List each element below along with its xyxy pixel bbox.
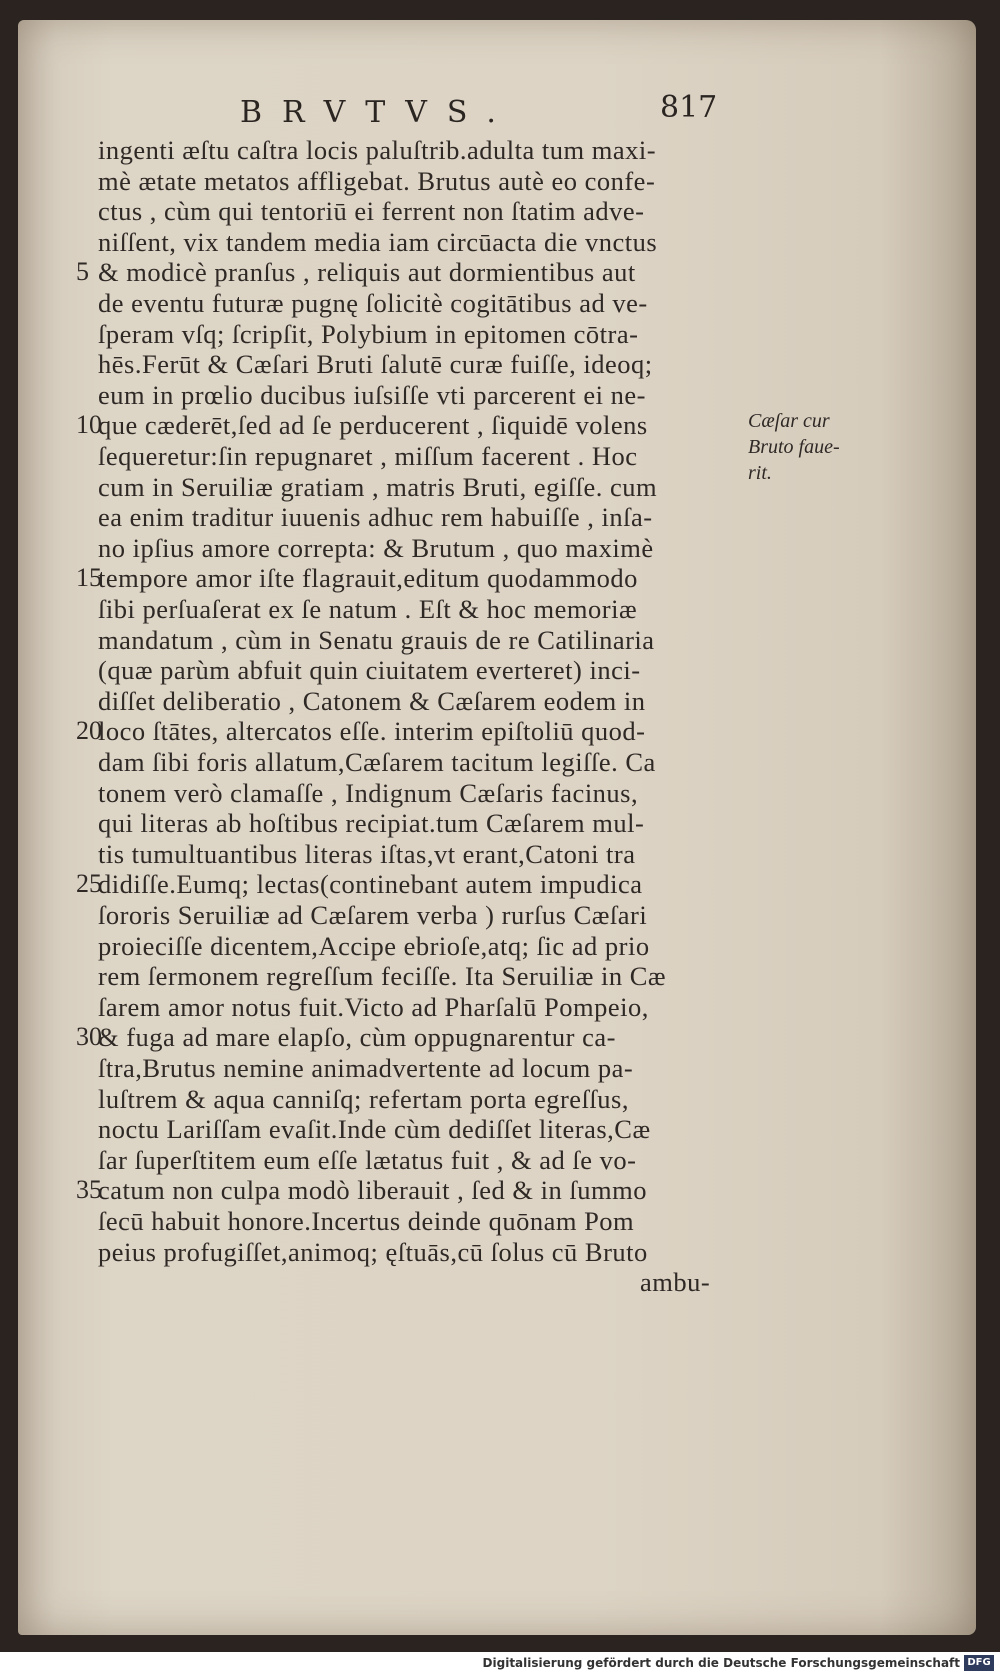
page-number: 817 (660, 90, 718, 125)
line-number: 10 (76, 410, 102, 440)
text-line: proieciſſe dicentem,Accipe ebrioſe,atq; ſic ad prio (98, 930, 650, 961)
text-line: (quæ parùm abfuit quin ciuitatem everteret) inci- (98, 655, 641, 686)
text-line: luſtrem & aqua canniſq; refertam porta egreſſus, (98, 1083, 629, 1114)
text-line: tis tumultuantibus literas iſtas,vt erant,Catoni tra (98, 838, 636, 869)
line-number: 20 (76, 716, 102, 746)
line-number: 25 (76, 869, 102, 899)
text-line: cum in Seruiliæ gratiam , matris Bruti, egiſſe. cum (98, 471, 658, 502)
line-number: 35 (76, 1175, 102, 1205)
text-line: hēs.Ferūt & Cæſari Bruti ſalutē curæ fuiſſe, ideoq; (98, 349, 653, 380)
text-line: catum non culpa modò liberauit , ſed & in ſummo (98, 1175, 647, 1206)
text-line: ſequeretur:ſin repugnaret , miſſum facerent . Hoc (98, 441, 638, 471)
footer-credit: Digitalisierung gefördert durch die Deutsche Forschungsgemeinschaft (482, 1656, 960, 1670)
text-line: tempore amor iſte flagrauit,editum quodammodo (98, 563, 638, 594)
text-line: ſperam vſq; ſcripſit, Polybium in epitomen cōtra- (98, 318, 639, 349)
line-number: 30 (76, 1022, 102, 1052)
text-line: no ipſius amore correpta: & Brutum , quo maximè (98, 532, 654, 563)
marginal-note-line: rit. (748, 462, 772, 484)
marginal-note-line: Cæſar cur (748, 410, 830, 432)
running-head: BRVTVS. (240, 95, 516, 130)
text-line: ſtra,Brutus nemine animadvertente ad locum pa- (98, 1053, 634, 1083)
text-line: rem ſermonem regreſſum feciſſe. Ita Seruiliæ in Cæ (98, 961, 667, 992)
text-line: peius profugiſſet,animoq; ęſtuās,cū ſolus cū Bruto (98, 1236, 648, 1267)
text-line: mè ætate metatos affligebat. Brutus autè eo confe- (98, 165, 656, 196)
line-number: 5 (76, 257, 89, 287)
catchword: ambu- (640, 1267, 711, 1298)
text-line: & fuga ad mare elapſo, cùm oppugnarentur ca- (98, 1022, 616, 1053)
text-line: dam ſibi foris allatum,Cæſarem tacitum legiſſe. Ca (98, 747, 656, 777)
text-line: eum in prœlio ducibus iuſsiſſe vti parcerent ei ne- (98, 379, 646, 410)
text-line: didiſſe.Eumq; lectas(continebant autem impudica (98, 869, 643, 900)
text-line: ctus , cùm qui tentoriū ei ferrent non ſtatim adve- (98, 196, 645, 227)
text-line: que cæderēt,ſed ad ſe perducerent , ſiquidē volens (98, 410, 648, 441)
text-line: loco ſtātes, altercatos eſſe. interim epiſtoliū quod- (98, 716, 646, 747)
text-line: niſſent, vix tandem media iam circūacta die vnctus (98, 226, 658, 257)
text-line: tonem verò clamaſſe , Indignum Cæſaris facinus, (98, 777, 639, 808)
text-line: ſibi perſuaſerat ex ſe natum . Eſt & hoc memoriæ (98, 594, 638, 624)
text-line: noctu Lariſſam evaſit.Inde cùm dediſſet literas,Cæ (98, 1114, 651, 1145)
text-line: de eventu futuræ pugnę ſolicitè cogitātibus ad ve- (98, 288, 648, 318)
text-line: ea enim traditur iuuenis adhuc rem habuiſſe , inſa- (98, 502, 653, 533)
dfg-logo: DFG (964, 1655, 994, 1671)
text-line: ſarem amor notus fuit.Victo ad Pharſalū Pompeio, (98, 991, 649, 1022)
text-line: ſar ſuperſtitem eum eſſe lætatus fuit , & ad ſe vo- (98, 1144, 637, 1175)
text-line: mandatum , cùm in Senatu grauis de re Catilinaria (98, 624, 655, 655)
marginal-note-line: Bruto faue- (748, 436, 840, 458)
text-line: diſſet deliberatio , Catonem & Cæſarem eodem in (98, 685, 646, 716)
text-line: qui literas ab hoſtibus recipiat.tum Cæſarem mul- (98, 808, 645, 839)
text-line: ſecū habuit honore.Incertus deinde quōnam Pom (98, 1206, 635, 1236)
text-line: & modicè pranſus , reliquis aut dormientibus aut (98, 257, 636, 288)
text-line: ſororis Seruiliæ ad Cæſarem verba ) rurſus Cæſari (98, 900, 648, 930)
line-number: 15 (76, 563, 102, 593)
text-line: ingenti æſtu caſtra locis paluſtrib.adulta tum maxi- (98, 135, 657, 165)
